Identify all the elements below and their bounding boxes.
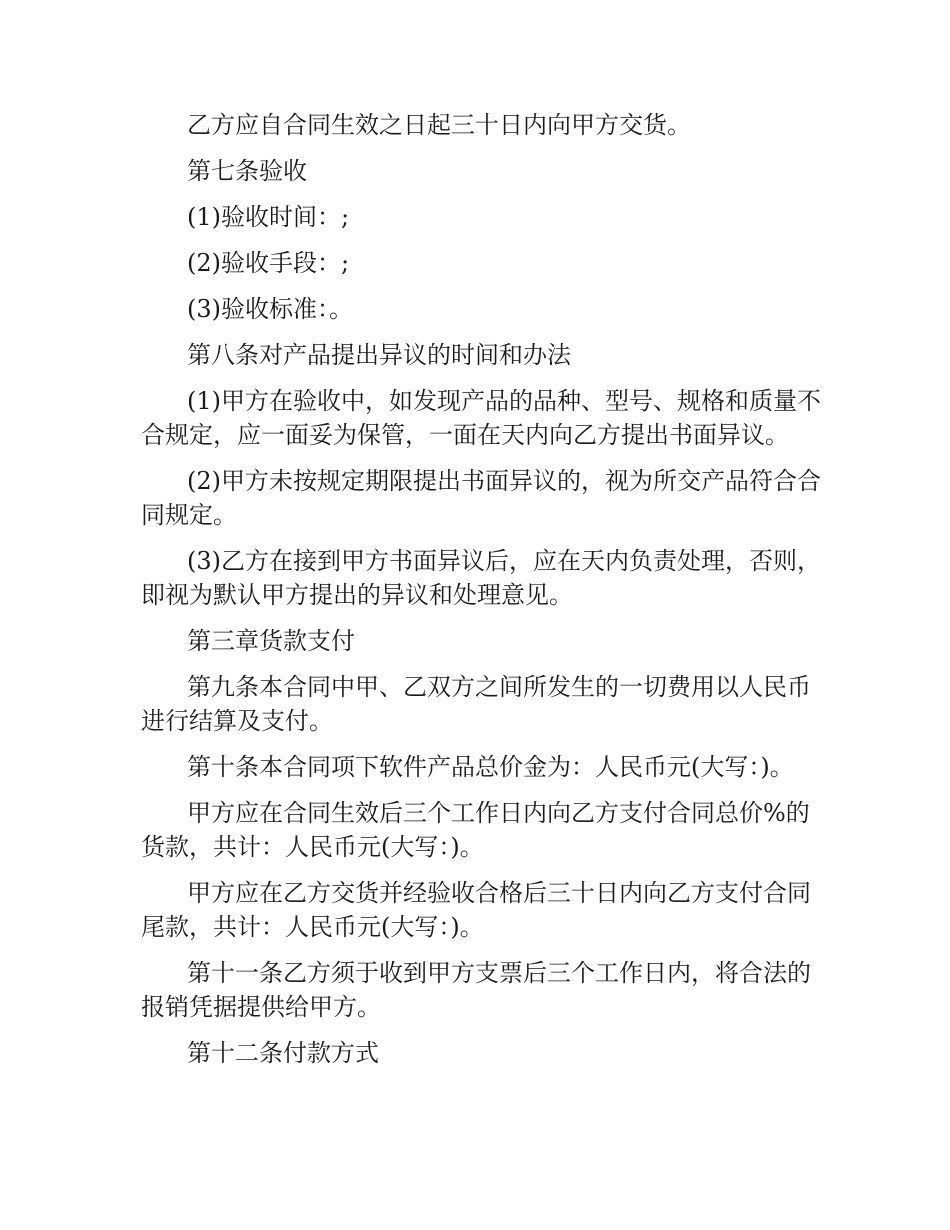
paragraph-final-payment: 甲方应在乙方交货并经验收合格后三十日内向乙方支付合同尾款，共计：人民币元(大写：)。	[141, 879, 811, 941]
document-body	[141, 108, 821, 1082]
paragraph-acceptance-method: (2)验收手段：;	[187, 249, 350, 277]
paragraph-objection-2: (2)甲方未按规定期限提出书面异议的，视为所交产品符合合同规定。	[141, 467, 821, 529]
paragraph-objection-3: (3)乙方在接到甲方书面异议后，应在天内负责处理，否则，即视为默认甲方提出的异议和处理意见。	[141, 547, 821, 609]
paragraph-acceptance-time: (1)验收时间：;	[187, 203, 350, 231]
paragraph-article-10-total-price: 第十条本合同项下软件产品总价金为：人民币元(大写：)。	[187, 753, 794, 781]
heading-article-12-payment-method: 第十二条付款方式	[187, 1039, 379, 1067]
heading-article-7-acceptance: 第七条验收	[187, 157, 307, 185]
paragraph-delivery-term: 乙方应自合同生效之日起三十日内向甲方交货。	[187, 111, 691, 139]
paragraph-advance-payment: 甲方应在合同生效后三个工作日内向乙方支付合同总价%的货款，共计：人民币元(大写：)。	[141, 799, 810, 861]
paragraph-acceptance-standard: (3)验收标准：。	[187, 295, 353, 323]
paragraph-objection-1: (1)甲方在验收中，如发现产品的品种、型号、规格和质量不合规定，应一面妥为保管，一面在天内向乙方提出书面异议。	[141, 387, 821, 449]
paragraph-article-11-receipts: 第十一条乙方须于收到甲方支票后三个工作日内，将合法的报销凭据提供给甲方。	[141, 959, 811, 1021]
heading-chapter-3-payment: 第三章货款支付	[187, 627, 355, 655]
heading-article-8-objection: 第八条对产品提出异议的时间和办法	[187, 341, 571, 369]
paragraph-article-9-currency: 第九条本合同中甲、乙双方之间所发生的一切费用以人民币进行结算及支付。	[141, 673, 811, 735]
